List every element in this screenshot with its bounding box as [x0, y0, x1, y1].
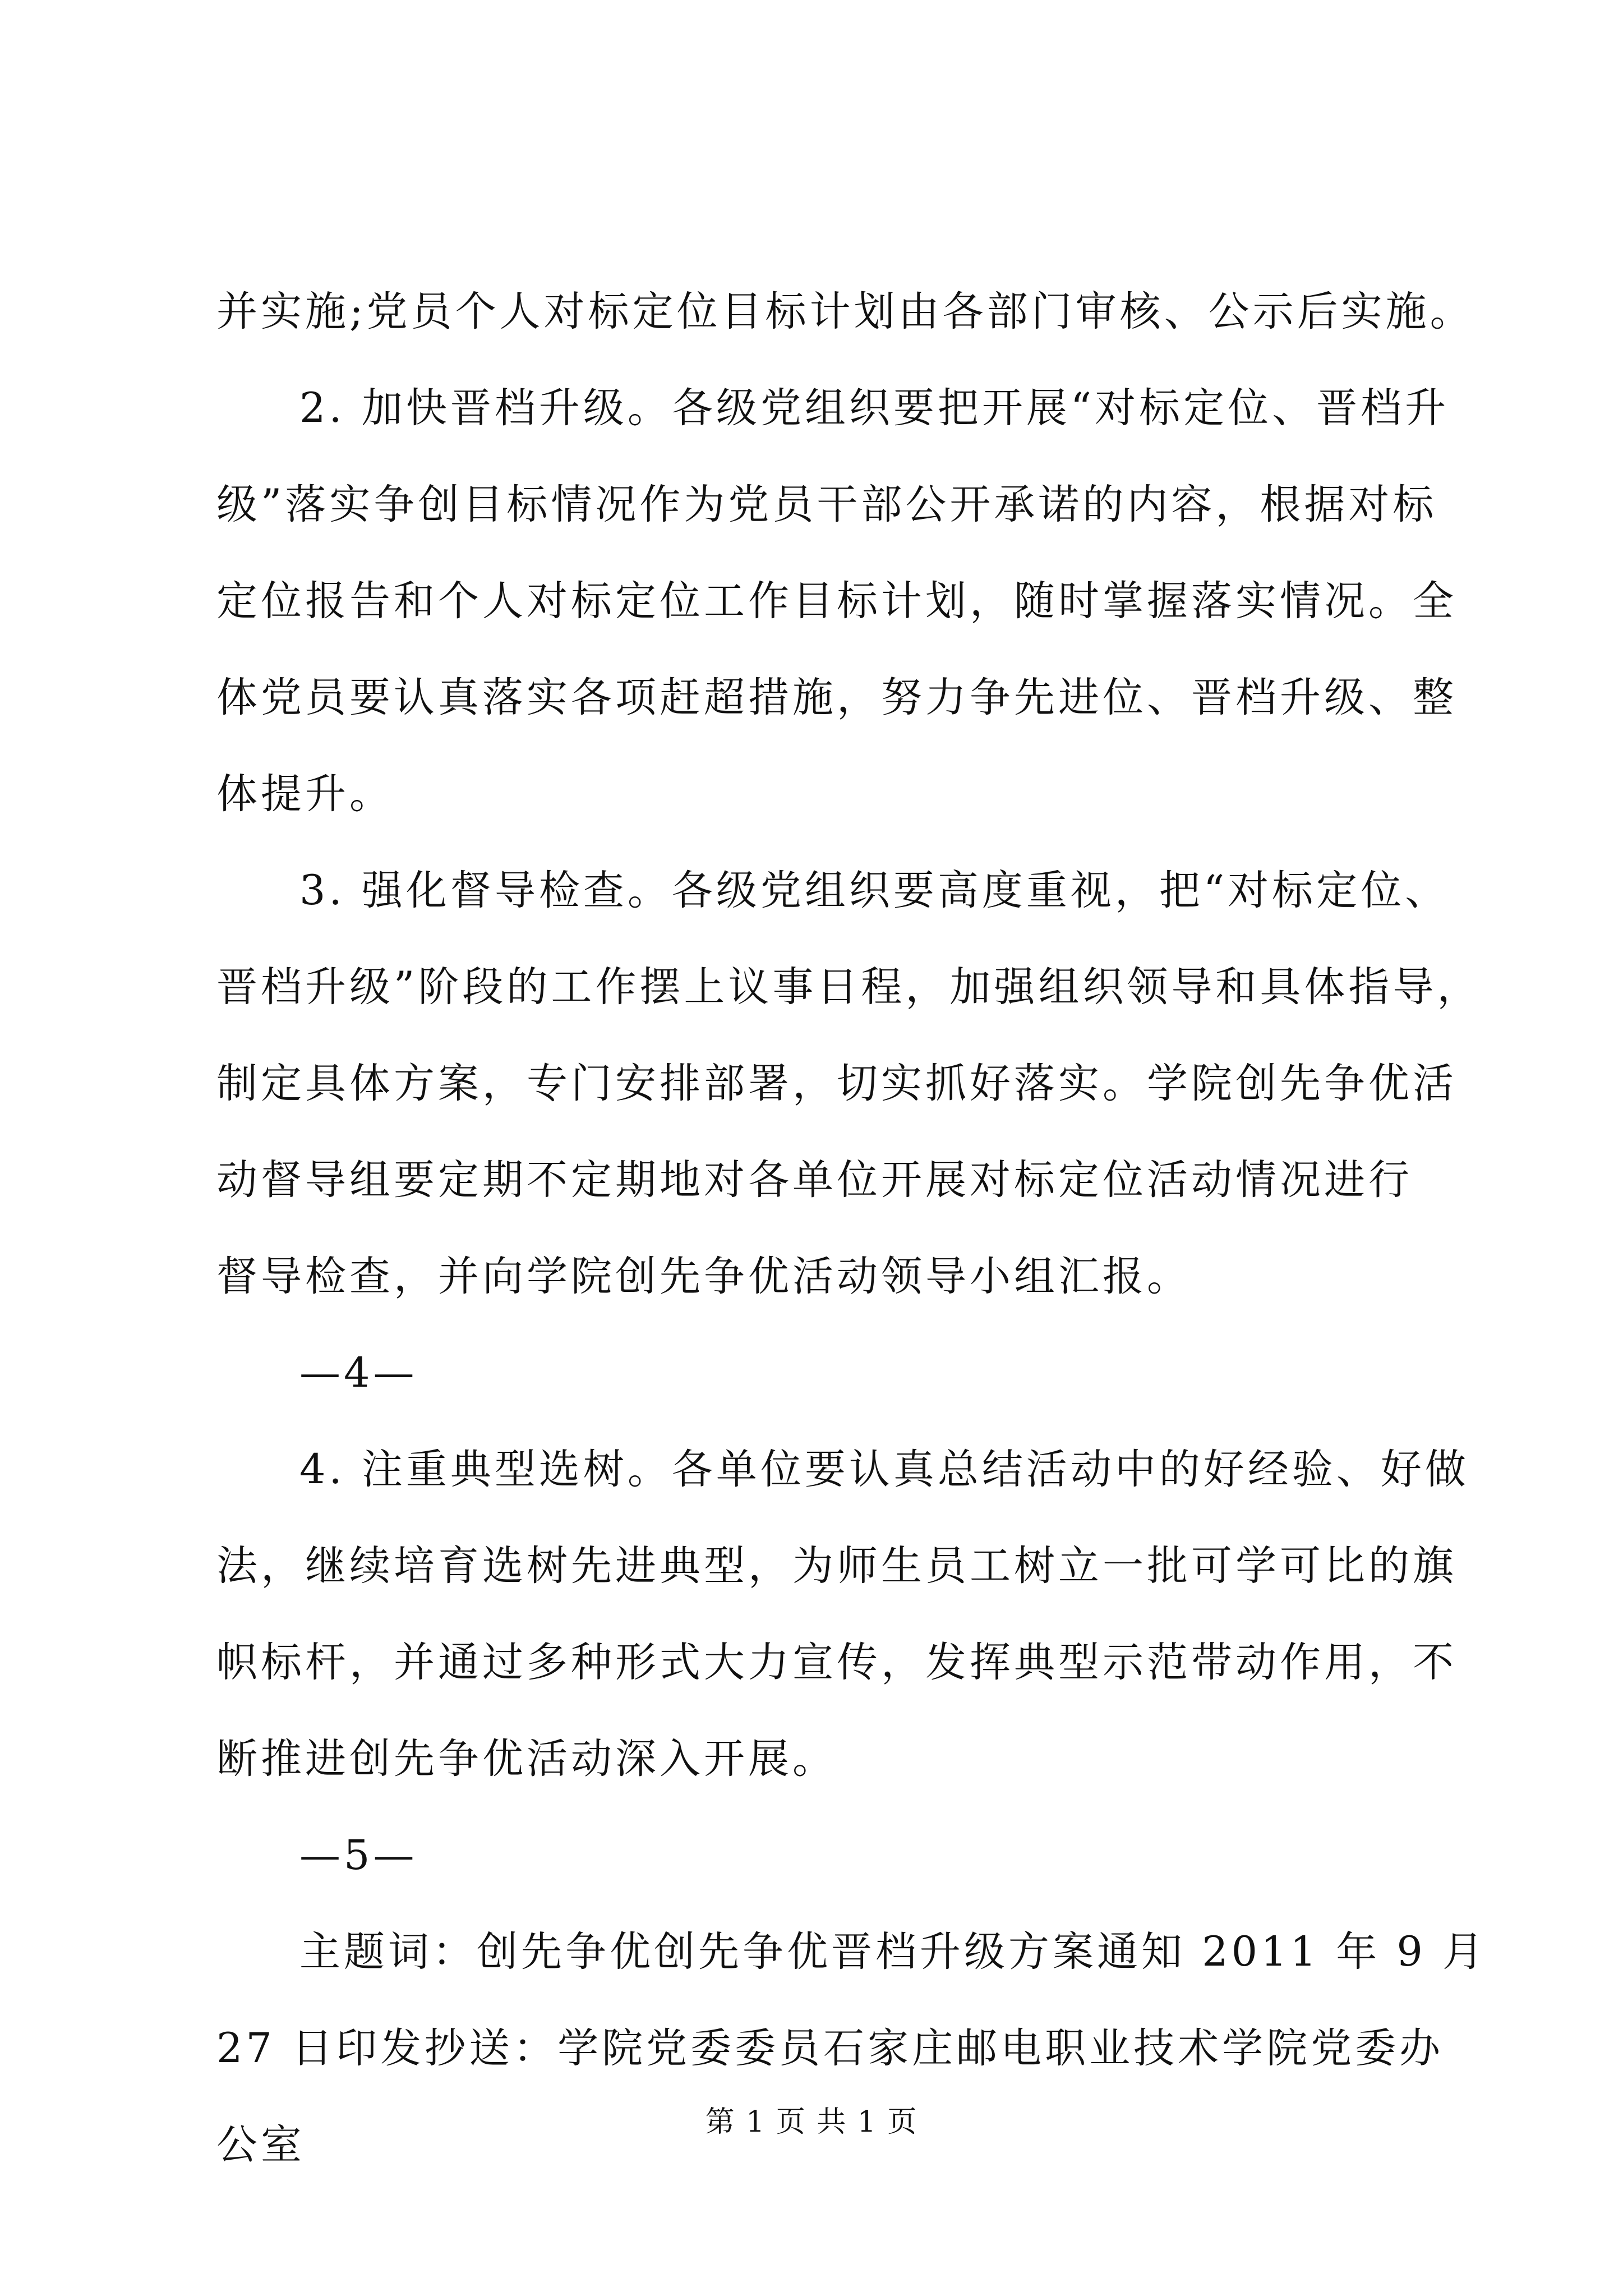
- text-line: 3. 强化督导检查。各级党组织要高度重视，把“对标定位、: [299, 867, 1450, 914]
- text-line: 制定具体方案，专门安排部署，切实抓好落实。学院创先争优活: [216, 1060, 1457, 1107]
- text-line: 4. 注重典型选树。各单位要认真总结活动中的好经验、好做: [299, 1446, 1469, 1493]
- text-line: 级”落实争创目标情况作为党员干部公开承诺的内容，根据对标: [216, 481, 1437, 528]
- text-line: 体提升。: [216, 770, 394, 818]
- keywords-line: 主题词：创先争优创先争优晋档升级方案通知 2011 年 9 月: [299, 1928, 1487, 1976]
- distribution-line: 公室: [216, 2121, 305, 2169]
- document-body: [216, 264, 1487, 2193]
- text-line: 法，继续培育选树先进典型，为师生员工树立一批可学可比的旗: [216, 1542, 1457, 1590]
- text-line: 帜标杆，并通过多种形式大力宣传，发挥典型示范带动作用，不: [216, 1639, 1457, 1686]
- text-line: 动督导组要定期不定期地对各单位开展对标定位活动情况进行: [216, 1156, 1413, 1204]
- text-line: 断推进创先争优活动深入开展。: [216, 1735, 837, 1783]
- page-footer: 第 1 页 共 1 页: [705, 2105, 918, 2139]
- text-line: 定位报告和个人对标定位工作目标计划，随时掌握落实情况。全: [216, 577, 1457, 625]
- text-line: 晋档升级”阶段的工作摆上议事日程，加强组织领导和具体指导，: [216, 963, 1482, 1011]
- text-line: 督导检查，并向学院创先争优活动领导小组汇报。: [216, 1253, 1191, 1300]
- text-line: 并实施;党员个人对标定位目标计划由各部门审核、公示后实施。: [216, 288, 1474, 335]
- distribution-line: 27 日印发抄送：学院党委委员石家庄邮电职业技术学院党委办: [216, 2024, 1444, 2072]
- page-number-marker: —4—: [299, 1349, 418, 1397]
- page-number-marker: —5—: [299, 1832, 418, 1879]
- text-line: 2. 加快晋档升级。各级党组织要把开展“对标定位、晋档升: [299, 384, 1450, 432]
- text-line: 体党员要认真落实各项赶超措施，努力争先进位、晋档升级、整: [216, 674, 1457, 721]
